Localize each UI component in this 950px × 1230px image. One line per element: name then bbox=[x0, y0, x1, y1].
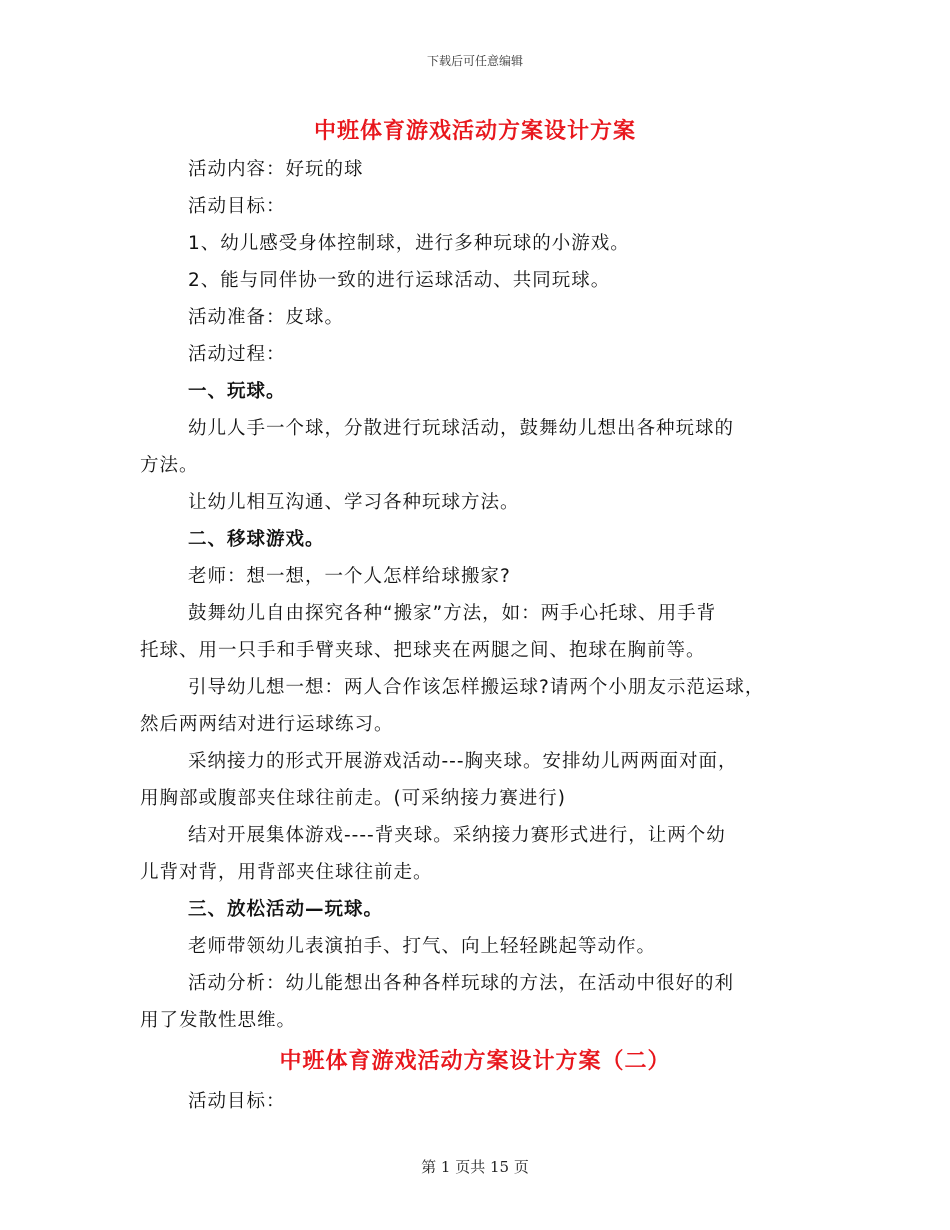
paragraph-line: 老师带领幼儿表演拍手、打气、向上轻轻跳起等动作。 bbox=[188, 936, 657, 957]
paragraph-line: 活动过程： bbox=[188, 344, 286, 365]
paragraph-line: 活动分析：幼儿能想出各种各样玩球的方法，在活动中很好的利 bbox=[188, 973, 735, 994]
paragraph-line: 2、能与同伴协一致的进行运球活动、共同玩球。 bbox=[188, 270, 611, 291]
paragraph-line: 采纳接力的形式开展游戏活动---胸夹球。安排幼儿两两面对面， bbox=[188, 751, 738, 772]
paragraph-line: 用了发散性思维。 bbox=[140, 1010, 297, 1031]
paragraph-line: 活动目标： bbox=[188, 196, 286, 217]
paragraph-line: 活动准备：皮球。 bbox=[188, 307, 345, 328]
document-title-part-two: 中班体育游戏活动方案设计方案（二） bbox=[279, 1049, 671, 1074]
section-heading: 三、放松活动—玩球。 bbox=[188, 899, 384, 920]
section-heading: 二、移球游戏。 bbox=[188, 529, 325, 550]
paragraph-line: 用胸部或腹部夹住球往前走。(可采纳接力赛进行) bbox=[140, 788, 566, 809]
paragraph-line: 让幼儿相互沟通、学习各种玩球方法。 bbox=[188, 492, 520, 513]
paragraph-line: 幼儿人手一个球，分散进行玩球活动，鼓舞幼儿想出各种玩球的 bbox=[188, 418, 735, 439]
paragraph-line: 引导幼儿想一想：两人合作该怎样搬运球?请两个小朋友示范运球， bbox=[188, 677, 765, 698]
paragraph-line: 1、幼儿感受身体控制球，进行多种玩球的小游戏。 bbox=[188, 233, 630, 254]
paragraph-line: 方法。 bbox=[140, 455, 199, 476]
paragraph-line: 活动内容：好玩的球 bbox=[188, 159, 364, 180]
page-header-note: 下载后可任意编辑 bbox=[426, 54, 523, 68]
paragraph-line: 鼓舞幼儿自由探究各种“搬家”方法，如：两手心托球、用手背 bbox=[188, 603, 717, 624]
section-heading: 一、玩球。 bbox=[188, 381, 286, 402]
paragraph-line: 托球、用一只手和手臂夹球、把球夹在两腿之间、抱球在胸前等。 bbox=[140, 640, 706, 661]
paragraph-line: 活动目标： bbox=[188, 1091, 286, 1112]
document-title: 中班体育游戏活动方案设计方案 bbox=[313, 119, 636, 144]
paragraph-line: 然后两两结对进行运球练习。 bbox=[140, 714, 394, 735]
paragraph-line: 结对开展集体游戏----背夹球。采纳接力赛形式进行，让两个幼 bbox=[188, 825, 726, 846]
paragraph-line: 儿背对背，用背部夹住球往前走。 bbox=[140, 862, 433, 883]
page-number: 第 1 页共 15 页 bbox=[421, 1158, 529, 1176]
paragraph-line: 老师：想一想，一个人怎样给球搬家? bbox=[188, 566, 511, 587]
